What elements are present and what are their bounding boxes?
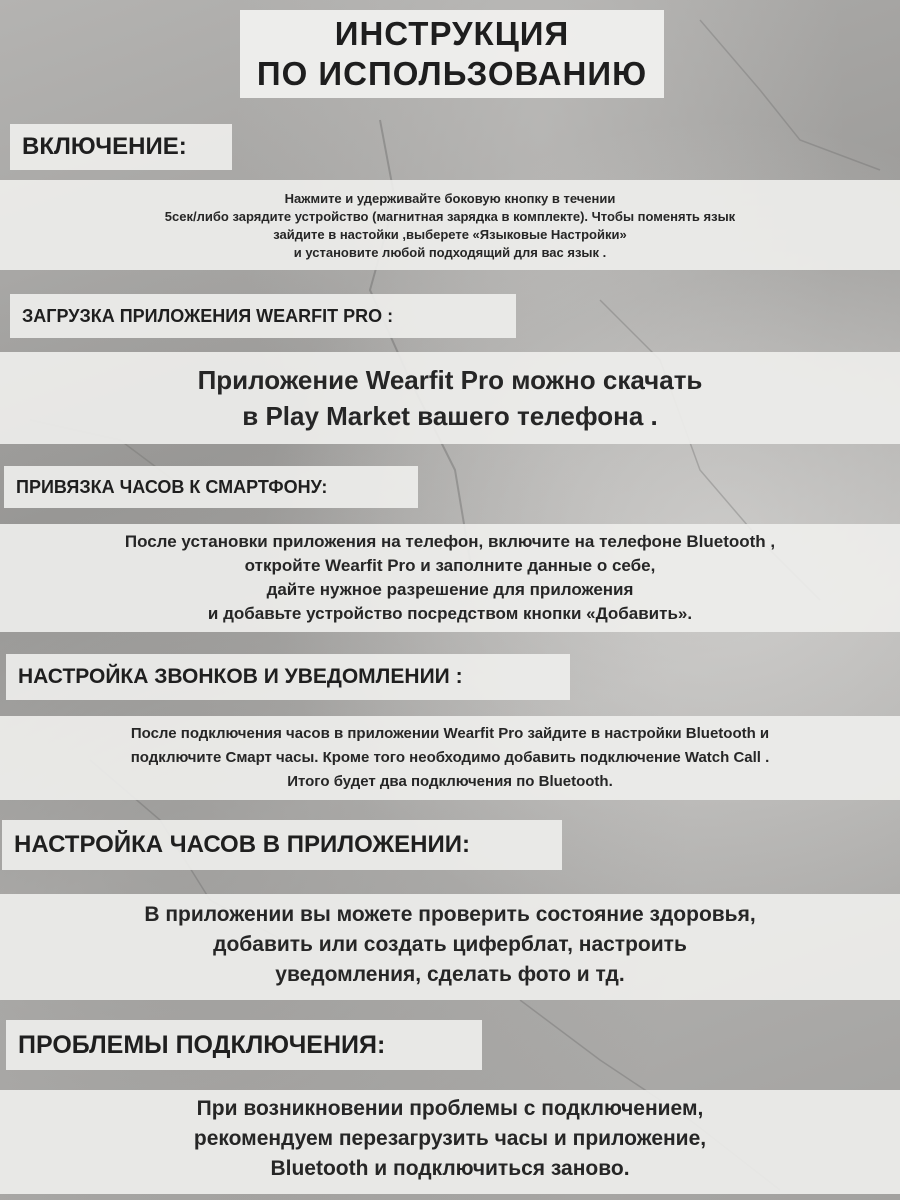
section-paragraph <box>0 530 900 626</box>
paragraph-line: В приложении вы можете проверить состояние здоровья, <box>144 903 756 926</box>
section-text-power-on <box>0 180 900 270</box>
title-box <box>240 10 664 98</box>
section-text-watch-settings <box>0 894 900 1000</box>
section-heading-watch-settings <box>2 820 562 870</box>
section-paragraph <box>0 900 900 990</box>
paragraph-line: уведомления, сделать фото и тд. <box>275 963 625 986</box>
section-heading-power-on <box>10 124 232 170</box>
paragraph-line: 5сек/либо зарядите устройство (магнитная зарядка в комплекте). Чтобы поменять язык <box>164 209 736 224</box>
section-heading-connection-problems <box>6 1020 482 1070</box>
paragraph-line: подключите Смарт часы. Кроме того необходимо добавить подключение Watch Call . <box>130 749 770 766</box>
paragraph-line: дайте нужное разрешение для приложения <box>266 580 634 599</box>
paragraph-line: При возникновении проблемы с подключением, <box>196 1097 704 1120</box>
paragraph-line: зайдите в настойки ,выберете «Языковые Настройки» <box>273 227 627 242</box>
paragraph-line: Итого будет два подключения по Bluetooth. <box>287 773 613 790</box>
section-paragraph <box>0 362 900 434</box>
page-title-line1: ИНСТРУКЦИЯ <box>334 15 570 52</box>
paragraph-line: Bluetooth и подключиться заново. <box>270 1157 630 1180</box>
section-text-app-download <box>0 352 900 444</box>
paragraph-line: и добавьте устройство посредством кнопки «Добавить». <box>207 604 693 623</box>
section-heading-text: ВКЛЮЧЕНИЕ: <box>22 133 187 160</box>
section-text-calls-notifications <box>0 716 900 800</box>
section-paragraph <box>0 190 900 262</box>
paragraph-line: Нажмите и удерживайте боковую кнопку в течении <box>284 191 616 206</box>
paragraph-line: добавить или создать циферблат, настроить <box>213 933 687 956</box>
paragraph-line: и установите любой подходящий для вас язык . <box>293 245 607 260</box>
paragraph-line: откройте Wearfit Pro и заполните данные о себе, <box>244 556 656 575</box>
section-heading-text: НАСТРОЙКА ЗВОНКОВ И УВЕДОМЛЕНИИ : <box>18 665 463 688</box>
section-paragraph <box>0 722 900 794</box>
paragraph-line: После установки приложения на телефон, включите на телефоне Bluetooth , <box>124 532 776 551</box>
section-heading-text: НАСТРОЙКА ЧАСОВ В ПРИЛОЖЕНИИ: <box>14 831 470 858</box>
section-paragraph <box>0 1094 900 1184</box>
paragraph-line: Приложение Wearfit Pro можно скачать <box>197 365 703 395</box>
section-heading-text: ПРОБЛЕМЫ ПОДКЛЮЧЕНИЯ: <box>18 1030 386 1059</box>
section-heading-calls-notifications <box>6 654 570 700</box>
paragraph-line: рекомендуем перезагрузить часы и приложение, <box>193 1127 707 1150</box>
page-title-line2: ПО ИСПОЛЬЗОВАНИЮ <box>256 55 648 92</box>
paragraph-line: После подключения часов в приложении Wearfit Pro зайдите в настройки Bluetooth и <box>130 725 770 742</box>
paragraph-line: в Play Market вашего телефона . <box>242 401 658 431</box>
section-heading-text: ЗАГРУЗКА ПРИЛОЖЕНИЯ WEARFIT PRO : <box>22 305 394 326</box>
section-text-connection-problems <box>0 1090 900 1194</box>
section-text-pairing <box>0 524 900 632</box>
section-heading-pairing <box>4 466 418 508</box>
section-heading-app-download <box>10 294 516 338</box>
section-heading-text: ПРИВЯЗКА ЧАСОВ К СМАРТФОНУ: <box>16 476 328 497</box>
